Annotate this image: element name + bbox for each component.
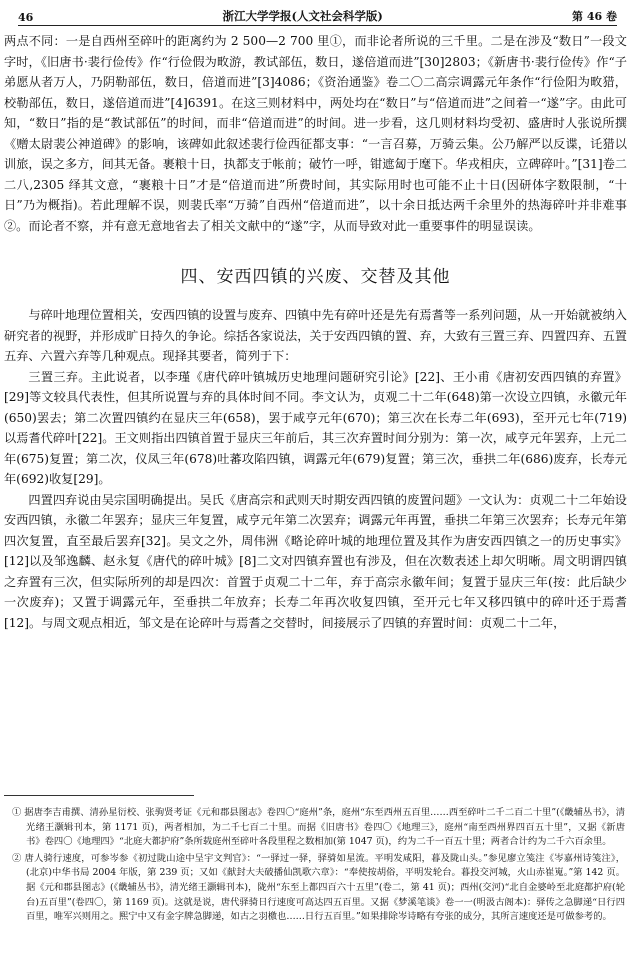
header-rule: [18, 25, 617, 26]
page-number: 46: [18, 11, 34, 24]
running-header: [18, 4, 617, 24]
footnote-2: ② 唐人骑行速度，可参岑参《初过陇山途中呈宇文判官》：“一驿过一驿，驿骑如星流。平明发咸阳，暮及陇山头。”参见廖立笺注《岑嘉州诗笺注》，(北京)中华书局 2004 年版，第 239 页；又如《献封大夫破播仙凯歌六章》：“奉使按胡俗，平明发轮台。暮投交河城，火山赤崔嵬。”第 142 页。据《元和郡县图志》(《畿辅丛书》，清光绪王灏辑刊本)，陇州“东至上都四百六十五里”(卷二，第 41 页)；西州(交河)“北自金婆岭至北庭都护府(轮台)五百里”(卷四〇，第 1169 页)。这就是说，唐代驿骑日行速度可高达四五百里。又据《梦溪笔谈》卷一一(明汲古阁本)：驿传之急脚递“日行四百里，唯军兴则用之。熙宁中又有金字牌急脚递，如古之羽檄也……日行五百里。”如果排除岑诗略有夸张的成分，其所言速度还是可做参考的。: [12, 852, 625, 923]
journal-title: 浙江大学学报(人文社会科学版): [222, 9, 383, 23]
paragraph-2: 与碎叶地理位置相关，安西四镇的设置与废弃、四镇中先有碎叶还是先有焉耆等一系列问题，从一开始就被纳入研究者的视野，并形成旷日持久的争论。综括各家说法，关于安西四镇的置、弃，大致有三置三弃、四置四弃、五置五弃、六置六弃等几种观点。现择其要者，简列于下：: [4, 308, 627, 363]
paragraph-1: 两点不同：一是自西州至碎叶的距离约为 2 500—2 700 里①，而非论者所说的三千里。二是在涉及“数日”一段文字时，《旧唐书·裴行俭传》作“行俭假为畋游，教试部伍，数日，遂倍道而进”[30]2803；《新唐书·裴行俭传》作“子弟愿从者万人，乃阴勒部伍，数日，倍道而进”[3]4086；《资治通鉴》卷二〇二高宗调露元年条作“行俭阳为畋猎，校勒部伍，数日，遂倍道而进”[4]6391。在这三则材料中，两处均在“数日”与“倍道而进”之间着一“遂”字。由此可知，“数日”指的是“教试部伍”的时间，而非“倍道而进”的时间。进一步看，这几则材料均受初、盛唐时人张说所撰《赠太尉裴公神道碑》的影响，该碑如此叙述裴行俭西征都支事：“一言召募，万骑云集。公乃解严以反谍，讬猎以训旅，误之多方，间其无备。裹粮十日，执都支于帐前；破竹一呼，钳遮匐于麾下。华戎相庆，立碑碎叶。”[31]卷二二八,2305 绎其文意，“裹粮十日”才是“倍道而进”所费时间，其实际用时也可能不止十日(因研体字数限制，“十日”乃为概指)。若此理解不误，则裴氏率“万骑”自西州“倍道而进”，以十余日抵达两千余里外的热海碎叶并非难事②。而论者不察，并有意无意地省去了相关文献中的“遂”字，从而导致对此一重要事件的明显误读。: [4, 34, 627, 233]
paragraph-3: 三置三弃。主此说者，以李瑾《唐代碎叶镇城历史地理问题研究引论》[22]、王小甫《唐初安西四镇的弃置》[29]等文较具代表性，但其所说置与弃的具体时间不同。李文认为，贞观二十二年(648)第一次设立四镇，永徽元年(650)罢去；第二次置四镇约在显庆三年(658)，罢于咸亨元年(670)；第三次在长寿二年(693)，至开元七年(719)以焉耆代碎叶[22]。王文则指出四镇首置于显庆三年前后，其三次弃置时间分别为：第一次，咸亨元年罢弃，上元二年(675)复置；第二次，仪凤三年(678)吐蕃攻陷四镇，调露元年(679)复置；第三次，垂拱二年(686)废弃，长寿元年(692)收复[29]。: [4, 369, 627, 486]
volume-label: 第 46 卷: [572, 10, 617, 23]
footnote-rule: [4, 795, 194, 796]
section-heading: 四、安西四镇的兴废、交替及其他: [180, 267, 451, 287]
footnote-1: ① 据唐李吉甫撰、清孙星衍校、张驹贤考证《元和郡县图志》卷四〇“庭州”条，庭州“东至西州五百里……西至碎叶二千二百二十里”(《畿辅丛书》，清光绪王灏辑刊本，第 1171 页)，两者相加，为二千七百二十里。而据《旧唐书》卷四〇《地理三》，庭州“南至西州界四百五十里”，又据《新唐书》卷四〇《地理四》“北庭大都护府”条所载庭州至碎叶各段里程之数相加(第 1047 页)，约为二千一百五十里；两者合计约为二千六百余里。: [12, 807, 625, 848]
body-text: [4, 31, 627, 633]
paragraph-4: 四置四弃说由吴宗国明确提出。吴氏《唐高宗和武则天时期安西四镇的废置问题》一文认为：贞观二十二年始设安西四镇，永徽二年罢弃；显庆三年复置，咸亨元年第二次罢弃；调露元年再置，垂拱二年第三次罢弃；长寿元年第四次复置，直至最后罢弃[32]。吴文之外，周伟洲《略论碎叶城的地理位置及其作为唐安西四镇之一的历史事实》[12]以及邹逸麟、赵永复《唐代的碎叶城》[8]二文对四镇弃置也有涉及，但在次数表述上却欠明晰。周文明谓四镇之弃置有三次，但实际所列的却是四次：首置于贞观二十二年，弃于高宗永徽年间；复置于显庆三年(按：此后缺少一次废弃)；又置于调露元年，至垂拱二年放弃；长寿二年再次收复四镇，至开元七年又移四镇中的碎叶还于焉耆[12]。与周文观点相近，邹文是在论碎叶与焉耆之交替时，间接展示了四镇的弃置时间：贞观二十二年，: [4, 492, 627, 630]
footnotes: [4, 806, 625, 927]
